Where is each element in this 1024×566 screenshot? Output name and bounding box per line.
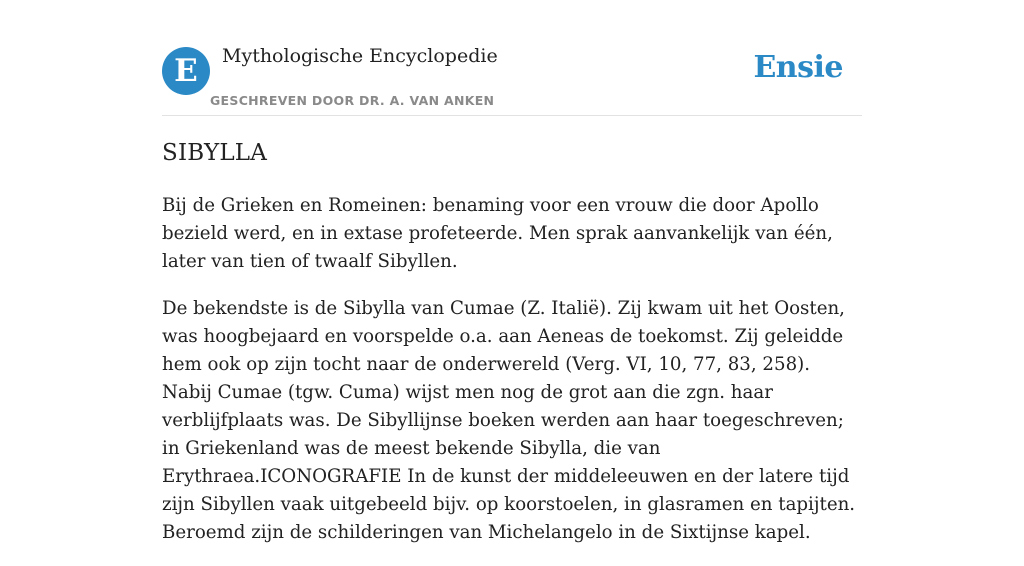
ensie-brand-logo[interactable]: Ensie: [753, 50, 843, 85]
author-byline: GESCHREVEN DOOR DR. A. VAN ANKEN: [210, 93, 495, 108]
encyclopedia-logo-icon[interactable]: E: [162, 47, 210, 95]
entry-body: [162, 192, 865, 566]
article-header: [162, 0, 862, 116]
entry-paragraph: De bekendste is de Sibylla van Cumae (Z. Italië). Zij kwam uit het Oosten, was hoogbejaard en voorspelde o.a. aan Aeneas de toekomst. Zij geleidde hem ook op zijn tocht naar de onderwereld (Verg. VI, 10, 77, 83, 258). Nabij Cumae (tgw. Cuma) wijst men nog de grot aan die zgn. haar verblijfplaats was. De Sibyllijnse boeken werden aan haar toegeschreven; in Griekenland was de meest bekende Sibylla, die van Erythraea.ICONOGRAFIE In de kunst der middeleeuwen en der latere tijd zijn Sibyllen vaak uitgebeeld bijv. op koorstoelen, in glasramen en tapijten. Beroemd zijn de schilderingen van Michelangelo in de Sixtijnse kapel.: [162, 298, 856, 543]
article-page: [162, 0, 862, 543]
source-title-link[interactable]: Mythologische Encyclopedie: [222, 45, 498, 67]
entry-title: SIBYLLA: [162, 140, 268, 166]
entry-paragraph: Bij de Grieken en Romeinen: benaming voor een vrouw die door Apollo bezield werd, en in extase profeteerde. Men sprak aanvankelijk van één, later van tien of twaalf Sibyllen.: [162, 195, 833, 272]
